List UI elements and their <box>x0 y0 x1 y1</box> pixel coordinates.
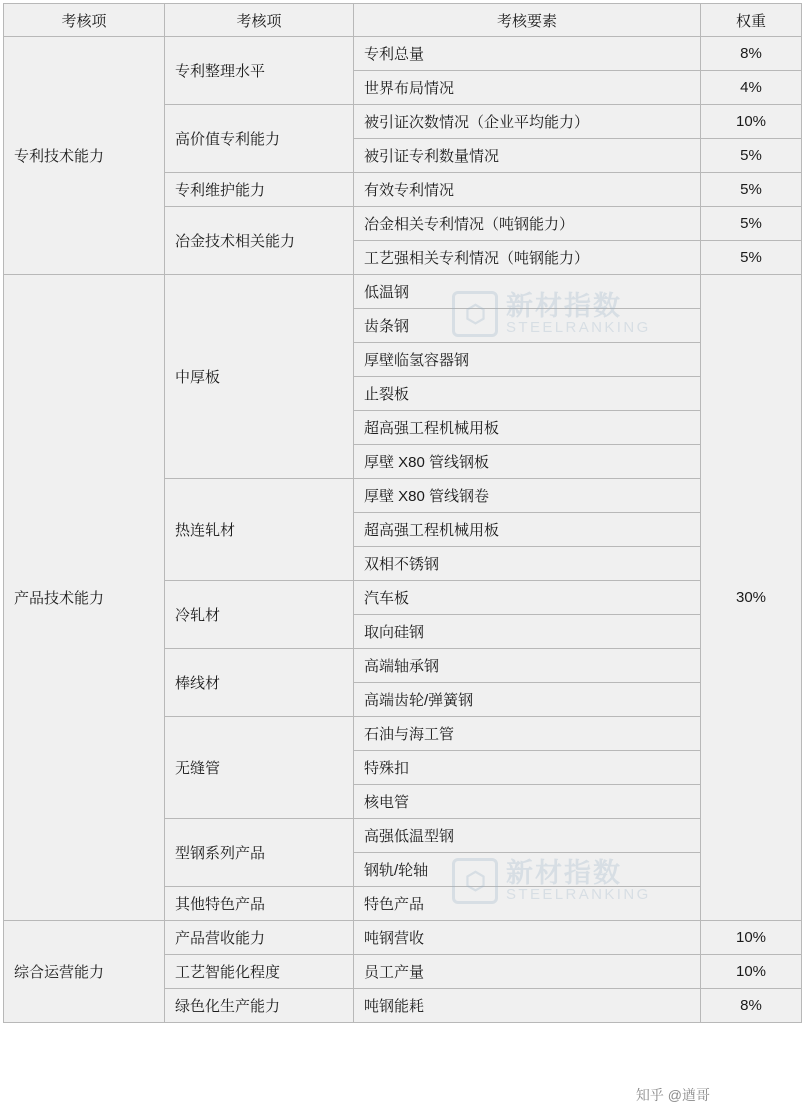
footer-text: 知乎 @遒哥 <box>635 1087 710 1103</box>
weight-cell: 30% <box>701 275 802 921</box>
subitem-cell: 绿色化生产能力 <box>165 989 354 1023</box>
element-cell: 核电管 <box>354 785 701 819</box>
column-header-weight: 权重 <box>701 4 802 37</box>
element-cell: 有效专利情况 <box>354 173 701 207</box>
hexagon-glyph: ⬡ <box>465 300 485 328</box>
table-header <box>4 4 802 37</box>
weight-cell: 8% <box>701 989 802 1023</box>
element-cell: 冶金相关专利情况（吨钢能力） <box>354 207 701 241</box>
element-cell: 特殊扣 <box>354 751 701 785</box>
element-cell: 专利总量 <box>354 37 701 71</box>
element-cell: 高端轴承钢 <box>354 649 701 683</box>
watermark-en-top: STEELRANKING <box>506 319 651 337</box>
weight-cell: 10% <box>701 921 802 955</box>
subitem-cell: 中厚板 <box>165 275 354 479</box>
element-cell: 双相不锈钢 <box>354 547 701 581</box>
element-cell: 取向硅钢 <box>354 615 701 649</box>
weight-cell: 8% <box>701 37 802 71</box>
weight-cell: 5% <box>701 241 802 275</box>
subitem-cell: 专利维护能力 <box>165 173 354 207</box>
element-cell: 厚壁临氢容器钢 <box>354 343 701 377</box>
subitem-cell: 冶金技术相关能力 <box>165 207 354 275</box>
subitem-cell: 棒线材 <box>165 649 354 717</box>
watermark-cn-bottom: 新材指数 <box>506 857 622 888</box>
subitem-cell: 其他特色产品 <box>165 887 354 921</box>
column-header-element: 考核要素 <box>354 4 701 37</box>
element-cell: 钢轨/轮轴 <box>354 853 701 887</box>
category-cell: 专利技术能力 <box>4 37 165 275</box>
subitem-cell: 冷轧材 <box>165 581 354 649</box>
subitem-cell: 产品营收能力 <box>165 921 354 955</box>
weight-cell: 10% <box>701 955 802 989</box>
element-cell: 齿条钢 <box>354 309 701 343</box>
table-body <box>4 37 802 1023</box>
element-cell: 超高强工程机械用板 <box>354 513 701 547</box>
element-cell: 吨钢能耗 <box>354 989 701 1023</box>
element-cell: 被引证专利数量情况 <box>354 139 701 173</box>
element-cell: 石油与海工管 <box>354 717 701 751</box>
element-cell: 高强低温型钢 <box>354 819 701 853</box>
weight-cell: 4% <box>701 71 802 105</box>
element-cell: 止裂板 <box>354 377 701 411</box>
element-cell: 特色产品 <box>354 887 701 921</box>
assessment-table <box>3 3 802 1023</box>
table-row <box>4 37 802 71</box>
element-cell: 厚壁 X80 管线钢卷 <box>354 479 701 513</box>
weight-cell: 5% <box>701 139 802 173</box>
weight-cell: 10% <box>701 105 802 139</box>
subitem-cell: 无缝管 <box>165 717 354 819</box>
subitem-cell: 型钢系列产品 <box>165 819 354 887</box>
element-cell: 厚壁 X80 管线钢板 <box>354 445 701 479</box>
subitem-cell: 高价值专利能力 <box>165 105 354 173</box>
hexagon-glyph-bottom: ⬡ <box>465 867 485 895</box>
weight-cell: 5% <box>701 173 802 207</box>
element-cell: 工艺强相关专利情况（吨钢能力） <box>354 241 701 275</box>
subitem-cell: 热连轧材 <box>165 479 354 581</box>
column-header-category: 考核项 <box>4 4 165 37</box>
category-cell: 产品技术能力 <box>4 275 165 921</box>
element-cell: 吨钢营收 <box>354 921 701 955</box>
element-cell: 高端齿轮/弹簧钢 <box>354 683 701 717</box>
element-cell: 员工产量 <box>354 955 701 989</box>
element-cell: 汽车板 <box>354 581 701 615</box>
footer-attribution <box>636 1085 710 1105</box>
column-header-subitem: 考核项 <box>165 4 354 37</box>
watermark-en-bottom: STEELRANKING <box>506 886 651 904</box>
element-cell: 超高强工程机械用板 <box>354 411 701 445</box>
header-row <box>4 4 802 37</box>
element-cell: 低温钢 <box>354 275 701 309</box>
subitem-cell: 专利整理水平 <box>165 37 354 105</box>
page-root <box>0 3 767 1113</box>
category-cell: 综合运营能力 <box>4 921 165 1023</box>
subitem-cell: 工艺智能化程度 <box>165 955 354 989</box>
element-cell: 世界布局情况 <box>354 71 701 105</box>
element-cell: 被引证次数情况（企业平均能力） <box>354 105 701 139</box>
weight-cell: 5% <box>701 207 802 241</box>
table-row <box>4 921 802 955</box>
table-row <box>4 275 802 309</box>
watermark-cn-top: 新材指数 <box>506 290 622 321</box>
